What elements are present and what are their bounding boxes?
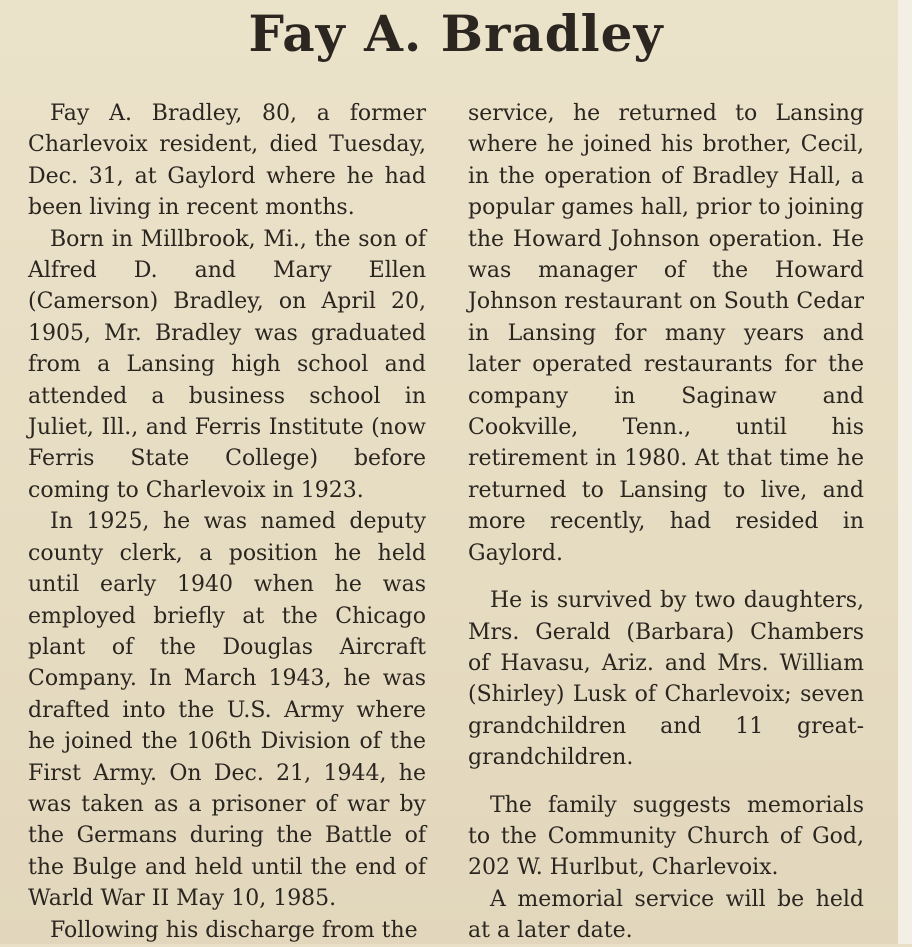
paragraph-survivors: He is survived by two daughters, Mrs. Gerald (Barbara) Chambers of Havasu, Ariz. and Mrs. William (Shirley) Lusk of Charlevoix; seven grandchildren and 11 great-grandchildren. (468, 588, 864, 771)
left-column (28, 98, 426, 946)
paragraph-memorials: The family suggests memorials to the Community Church of God, 202 W. Hurlbut, Charlevoix. (468, 792, 864, 881)
right-column (468, 98, 864, 947)
scan-edge (898, 0, 912, 944)
paragraph-discharge-start: Following his discharge from the (50, 917, 418, 943)
paragraph-career-military: In 1925, he was named deputy county clerk, a position he held until early 1940 when he was employed briefly at the Chicago plant of the Douglas Aircraft Company. In March 1943, he was drafted into the U.S. Army where he joined the 106th Division of the First Army. On Dec. 21, 1944, he was taken as a prisoner of war by the Germans during the Battle of the Bulge and held until the end of Warld War II May 10, 1985. (28, 509, 426, 912)
obituary-headline: Fay A. Bradley (248, 4, 664, 63)
paragraph-early-life: Born in Millbrook, Mi., the son of Alfred D. and Mary Ellen (Camerson) Bradley, on April 20, 1905, Mr. Bradley was graduated from a Lansing high school and attended a business school in Juliet, Ill., and Ferris Institute (now Ferris State College) before coming to Charlevoix in 1923. (28, 226, 426, 503)
paragraph-death-notice: Fay A. Bradley, 80, a former Charlevoix resident, died Tuesday, Dec. 31, at Gaylord where he had been living in recent months. (28, 101, 426, 221)
paragraph-later-career: service, he returned to Lansing where he joined his brother, Cecil, in the operation of Bradley Hall, a popular games hall, prior to joining the Howard Johnson operation. He was manager of the Howard Johnson restaurant on South Cedar in Lansing for many years and later operated restaurants for the company in Saginaw and Cookville, Tenn., until his retirement in 1980. At that time he returned to Lansing to live, and more recently, had resided in Gaylord. (468, 101, 864, 566)
paragraph-memorial-service: A memorial service will be held at a later date. (468, 886, 864, 944)
